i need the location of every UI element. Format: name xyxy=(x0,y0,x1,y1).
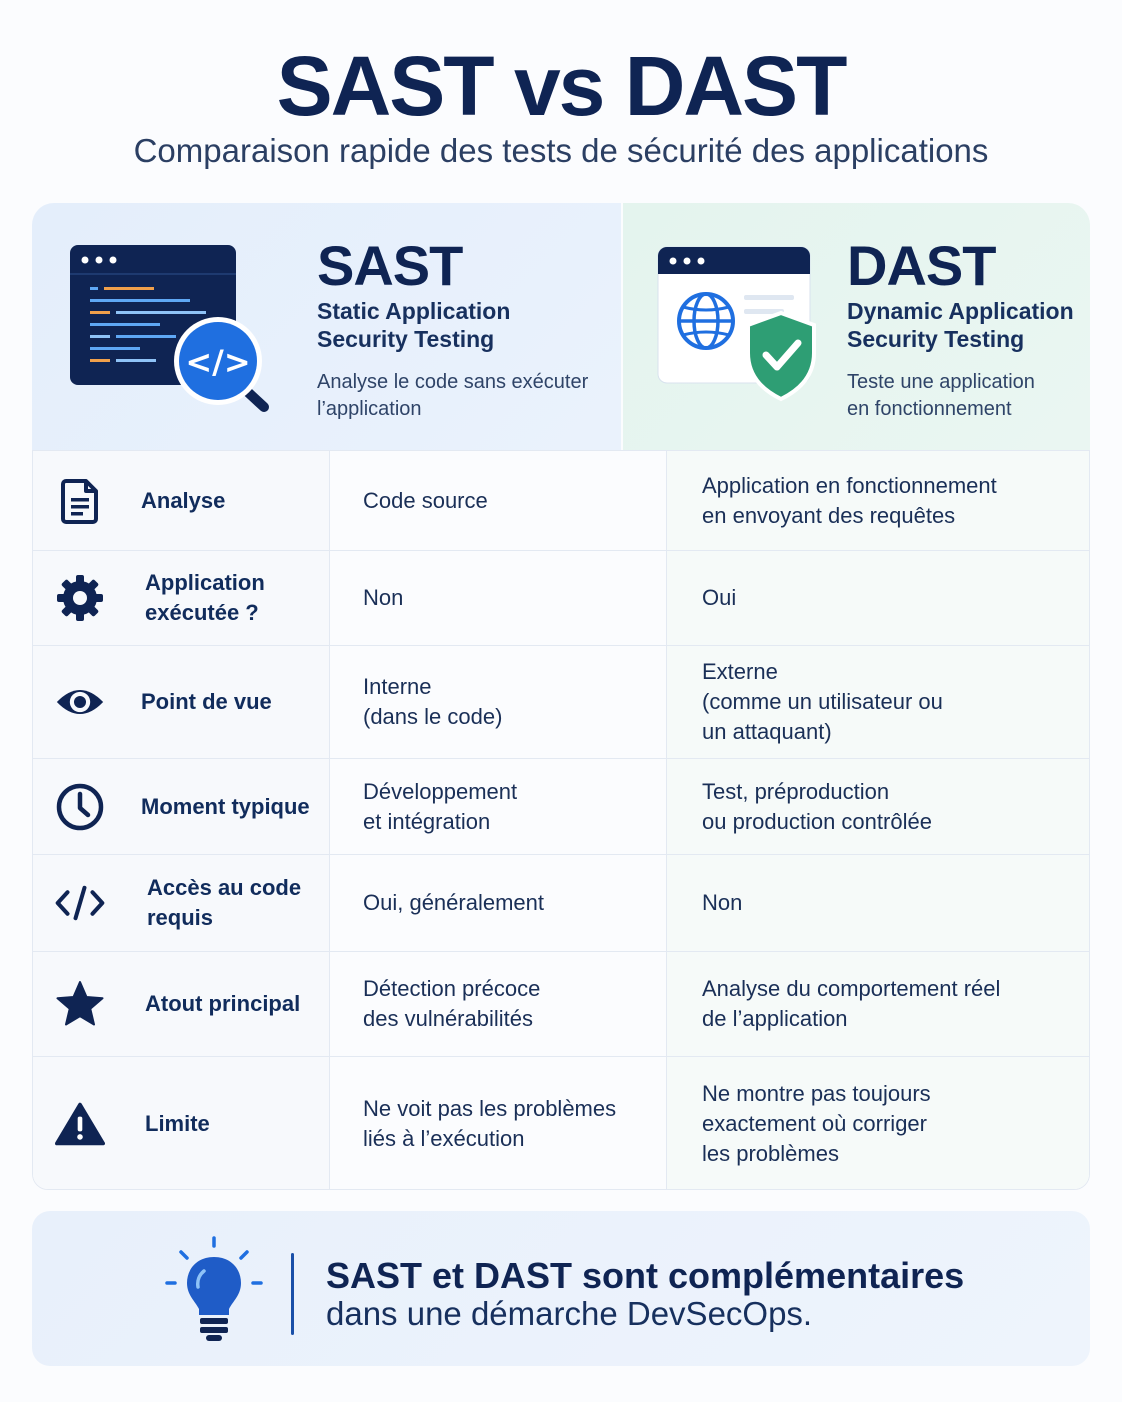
dast-title: DAST xyxy=(847,234,996,297)
page-subtitle: Comparaison rapide des tests de sécurité des applications xyxy=(133,132,989,169)
dast-full-name-line2: Security Testing xyxy=(847,326,1025,352)
table-row-point-de-vue xyxy=(33,646,1090,759)
browser-globe-shield-icon xyxy=(656,245,826,405)
sast-full-name-line1: Static Application xyxy=(317,298,511,324)
sast-description-line1: Analyse le code sans exécuter xyxy=(317,371,589,393)
row-label: Point de vue xyxy=(141,689,272,714)
row-label: Limite xyxy=(145,1111,210,1136)
row-label: Accès au code requis xyxy=(147,875,302,930)
row-label: Analyse xyxy=(141,487,226,513)
sast-value: Interne (dans le code) xyxy=(363,674,503,729)
sast-description-line2: l’application xyxy=(317,398,422,420)
star-icon xyxy=(55,979,105,1029)
page-title: SAST vs DAST xyxy=(276,39,846,133)
document-icon xyxy=(55,476,105,526)
footer-divider xyxy=(291,1253,294,1335)
code-window-magnifier-icon xyxy=(68,243,278,413)
table-row-moment-typique xyxy=(33,759,1090,855)
row-label: Atout principal xyxy=(145,991,301,1016)
svg-text:</>: </> xyxy=(185,343,251,381)
sast-value: Détection précoce des vulnérabilités xyxy=(363,976,541,1031)
sast-value: Développement et intégration xyxy=(363,778,518,834)
clock-icon xyxy=(55,782,105,832)
dast-value: Analyse du comportement réel de l’application xyxy=(702,976,1001,1031)
table-row-analyse xyxy=(33,451,1090,551)
sast-value: Ne voit pas les problèmes liés à l’exécution xyxy=(363,1096,617,1151)
dast-value: Ne montre pas toujours exactement où corriger les problèmes xyxy=(702,1081,931,1166)
warning-icon xyxy=(55,1099,105,1149)
sast-value: Code source xyxy=(363,487,488,513)
comparison-table xyxy=(32,450,1090,1190)
table-row-acces-au-code xyxy=(33,855,1090,952)
table-row-limite xyxy=(33,1057,1090,1190)
sast-value: Oui, généralement xyxy=(363,890,544,915)
dast-description-line2: en fonctionnement xyxy=(847,398,1012,420)
dast-value: Oui xyxy=(702,585,737,610)
gear-icon xyxy=(55,573,105,623)
sast-header-card xyxy=(32,203,621,450)
dast-value: Application en fonctionnement en envoyant des requêtes xyxy=(702,472,997,528)
lightbulb-icon xyxy=(164,1235,264,1345)
dast-description-line1: Teste une application xyxy=(847,371,1035,393)
table-row-application-executee xyxy=(33,551,1090,646)
sast-full-name-line2: Security Testing xyxy=(317,326,495,352)
footer-text: dans une démarche DevSecOps. xyxy=(326,1295,813,1332)
sast-title: SAST xyxy=(317,234,463,297)
sast-value: Non xyxy=(363,585,404,610)
row-label: Moment typique xyxy=(141,793,310,819)
footer-headline: SAST et DAST sont complémentaires xyxy=(326,1255,965,1296)
row-label: Application exécutée ? xyxy=(145,570,265,625)
table-row-atout-principal xyxy=(33,952,1090,1057)
dast-full-name-line1: Dynamic Application xyxy=(847,298,1074,324)
dast-value: Test, préproduction ou production contrôlée xyxy=(702,778,932,834)
dast-value: Non xyxy=(702,890,743,915)
conclusion-banner xyxy=(32,1211,1090,1366)
eye-icon xyxy=(55,677,105,727)
dast-value: Externe (comme un utilisateur ou un attaquant) xyxy=(702,659,943,744)
code-icon xyxy=(55,878,105,928)
dast-header-card xyxy=(623,203,1090,450)
